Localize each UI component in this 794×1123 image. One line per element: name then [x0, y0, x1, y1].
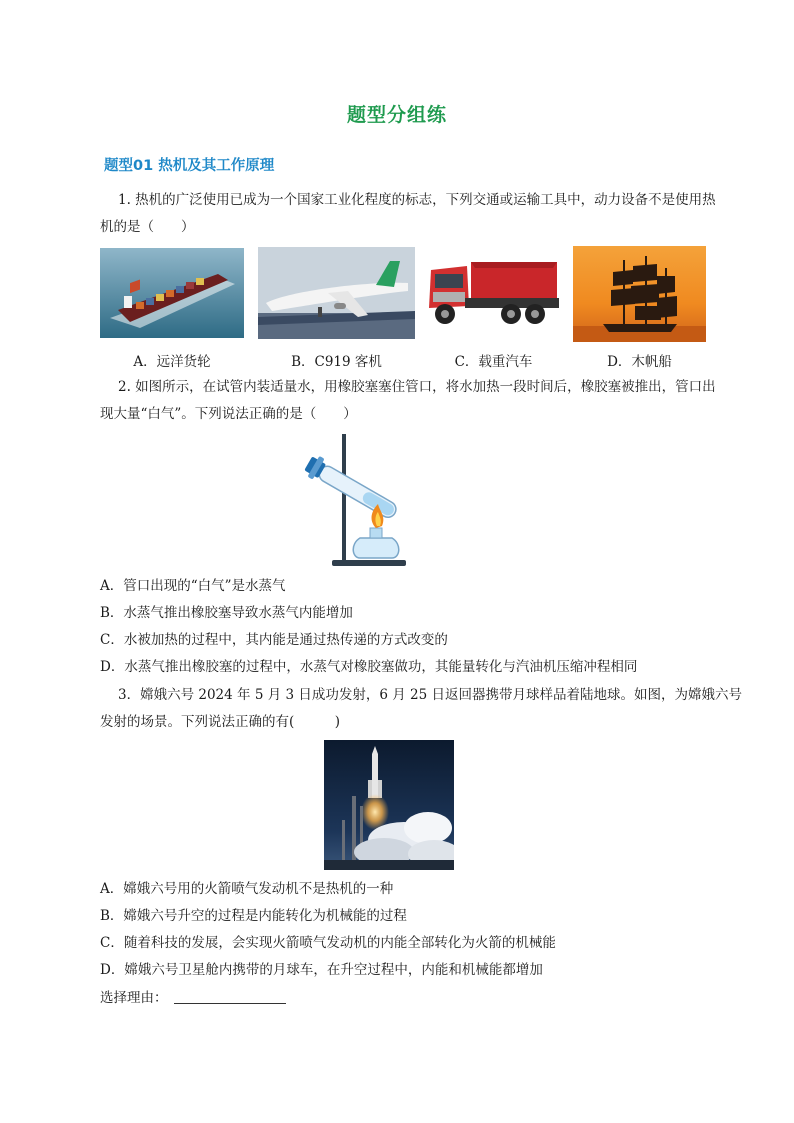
q1-option-d: D．木帆船 — [607, 354, 672, 370]
q1-option-b: B．C919 客机 — [291, 354, 382, 370]
q3-stem-line1: 3．嫦娥六号 2024 年 5 月 3 日成功发射，6 月 25 日返回器携带月球样品着陆地球。如图，为嫦娥六号 — [118, 687, 743, 703]
q1-option-c: C．载重汽车 — [454, 354, 533, 370]
q3-option-b: B．嫦娥六号升空的过程是内能转化为机械能的过程 — [100, 908, 407, 924]
dump-truck-photo — [425, 248, 562, 334]
q1-stem-line2: 机的是（ ） — [100, 219, 195, 235]
q3-stem-line2: 发射的场景。下列说法正确的有( ) — [100, 714, 341, 730]
q2-stem-line1: 2. 如图所示，在试管内装适量水，用橡胶塞塞住管口，将水加热一段时间后，橡胶塞被推出，管口出 — [118, 379, 716, 395]
sailing-ship-photo — [573, 246, 706, 342]
q3-option-a: A．嫦娥六号用的火箭喷气发动机不是热机的一种 — [100, 881, 394, 897]
q3-option-c: C．随着科技的发展，会实现火箭喷气发动机的内能全部转化为火箭的机械能 — [100, 935, 556, 951]
reason-label: 选择理由： — [100, 990, 168, 1006]
page-title: 题型分组练 — [346, 104, 447, 126]
airliner-photo — [258, 247, 415, 339]
reason-blank[interactable] — [174, 989, 286, 1004]
cargo-ship-photo — [100, 248, 244, 338]
q2-option-d: D．水蒸气推出橡胶塞的过程中，水蒸气对橡胶塞做功，其能量转化与汽油机压缩冲程相同 — [100, 659, 638, 675]
q2-option-b: B．水蒸气推出橡胶塞导致水蒸气内能增加 — [100, 605, 353, 621]
q1-option-a: A．远洋货轮 — [133, 354, 211, 370]
q2-option-a: A．管口出现的“白气”是水蒸气 — [100, 578, 286, 594]
q2-option-c: C．水被加热的过程中，其内能是通过热传递的方式改变的 — [100, 632, 448, 648]
rocket-launch-photo — [324, 740, 454, 870]
reason-line — [100, 988, 286, 1008]
q3-option-d: D．嫦娥六号卫星舱内携带的月球车，在升空过程中，内能和机械能都增加 — [100, 962, 543, 978]
section-title: 题型01 热机及其工作原理 — [104, 158, 275, 174]
q2-stem-line2: 现大量“白气”。下列说法正确的是（ ） — [100, 406, 357, 422]
test-tube-heating-diagram — [294, 432, 412, 570]
q1-stem-line1: 1. 热机的广泛使用已成为一个国家工业化程度的标志，下列交通或运输工具中，动力设备不是使用热 — [118, 192, 716, 208]
